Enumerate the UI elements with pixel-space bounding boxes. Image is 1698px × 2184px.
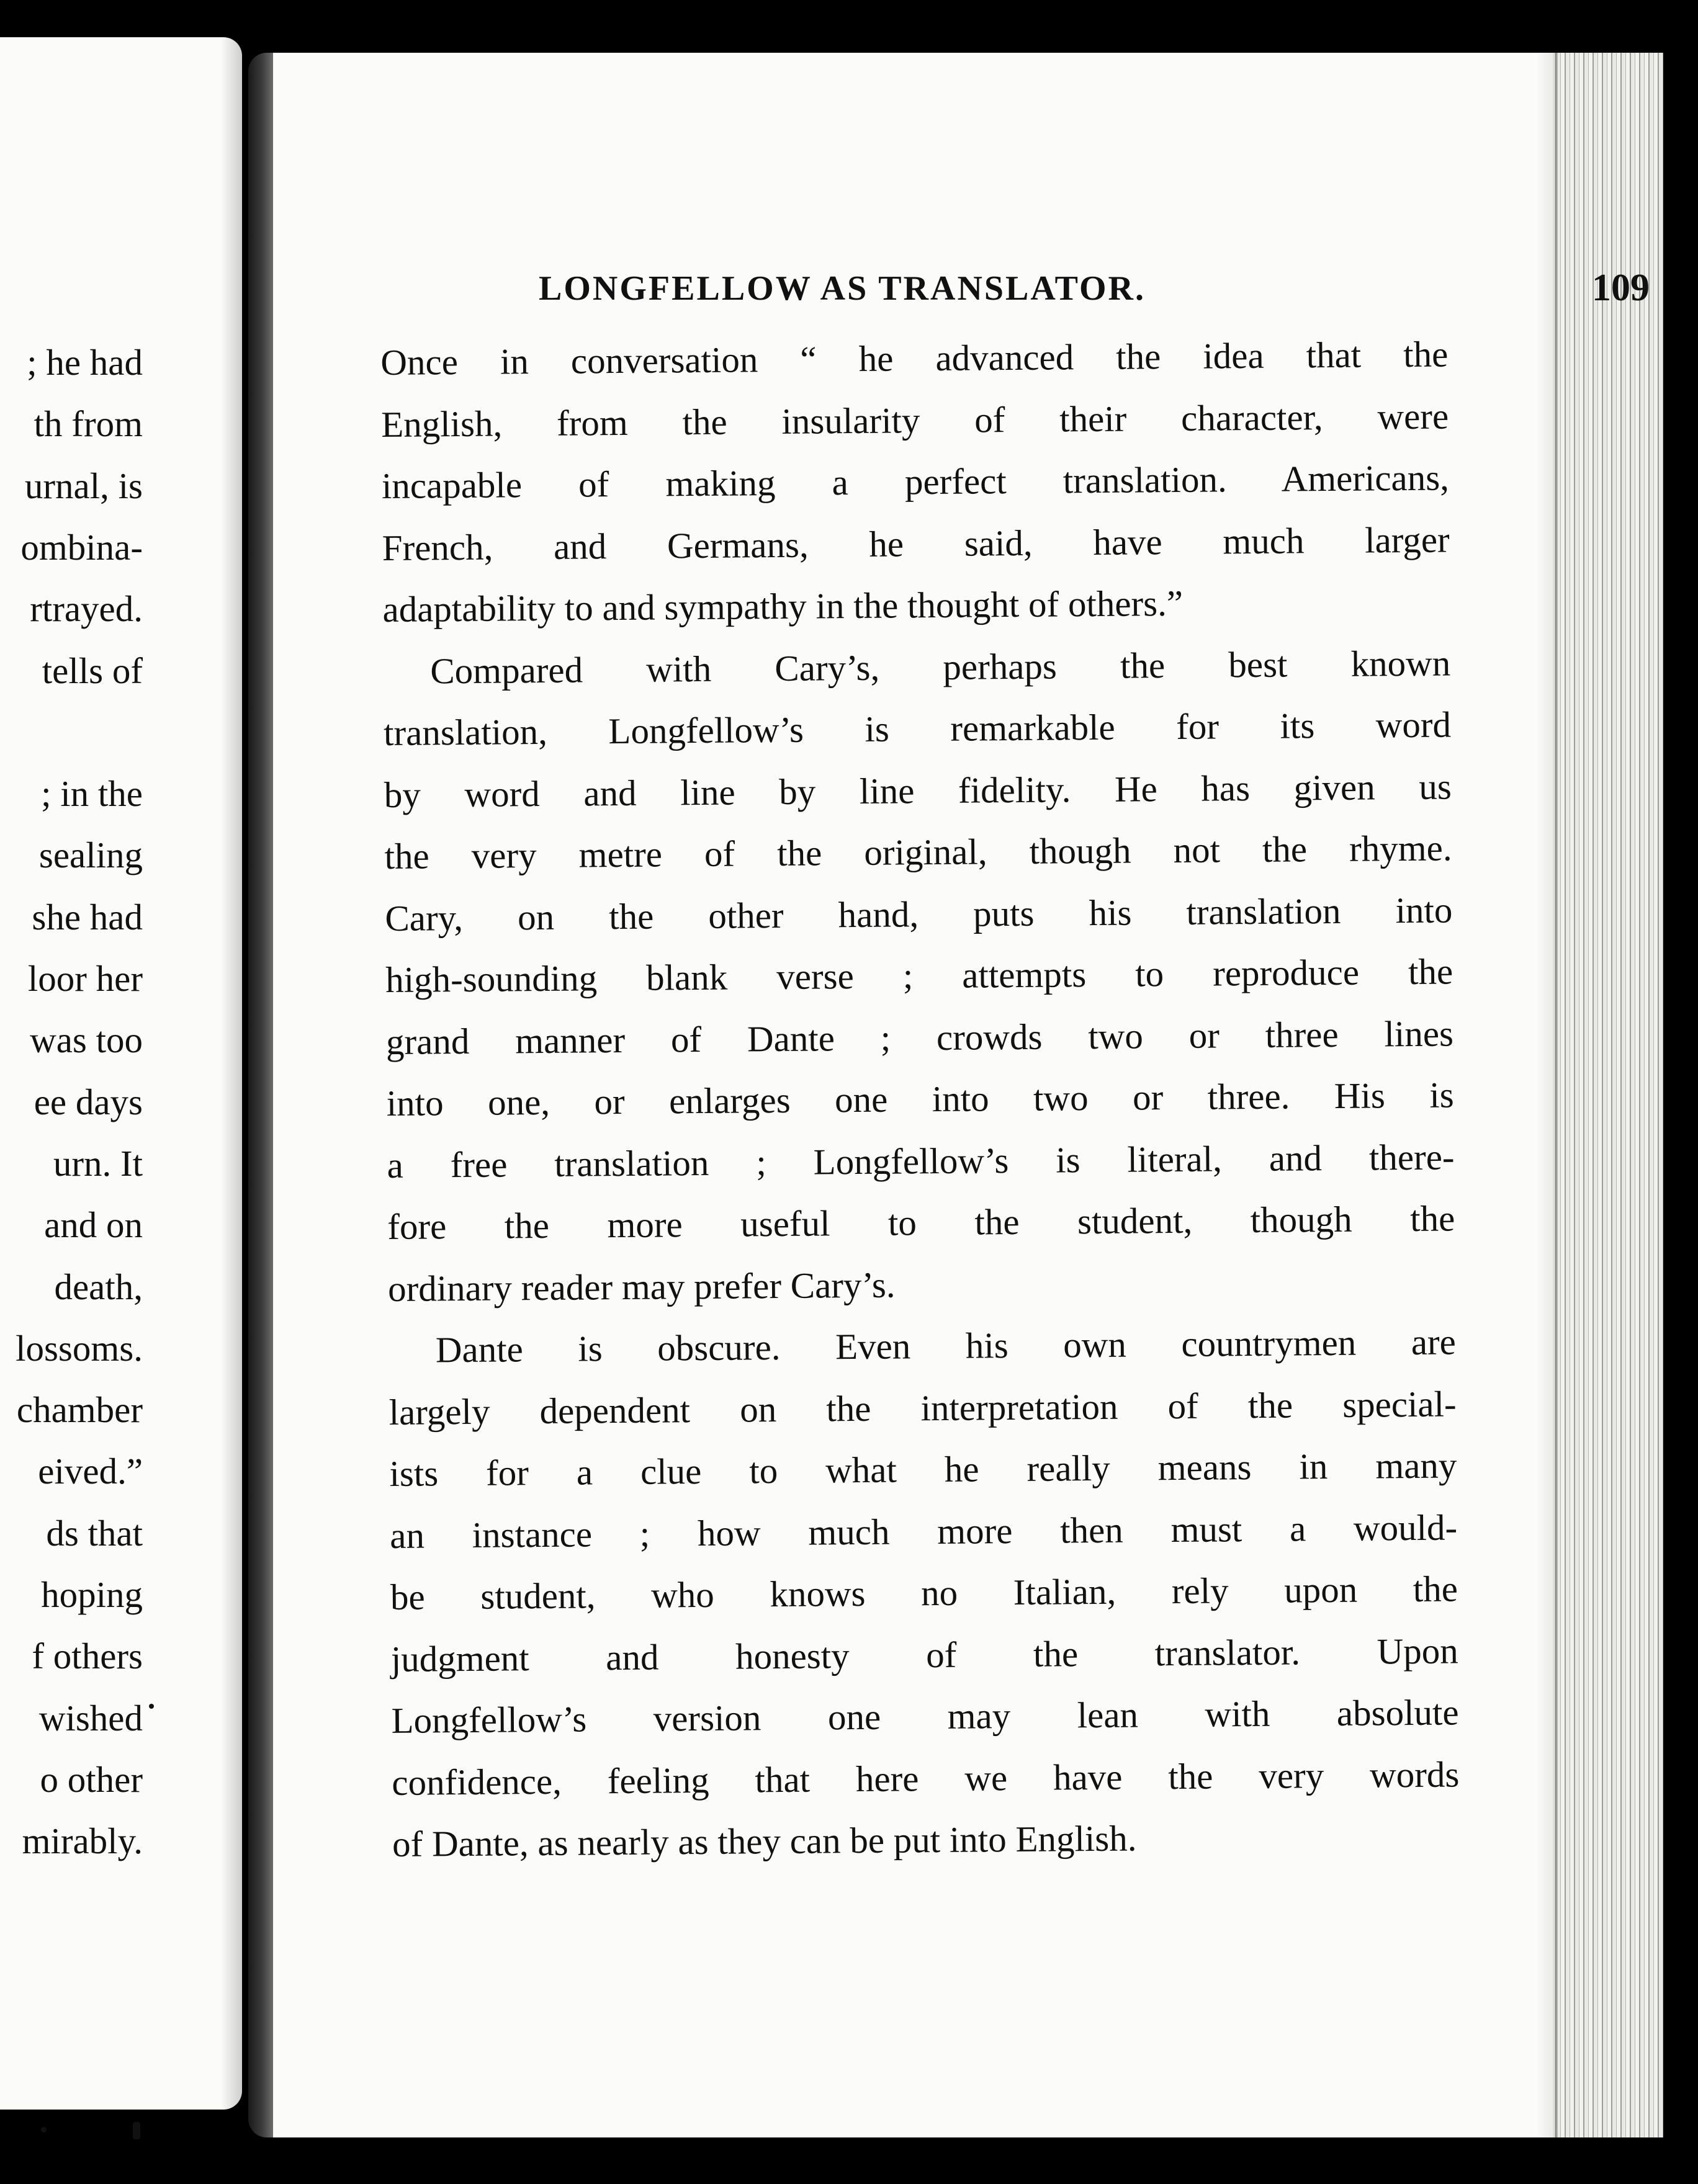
body-text [380,323,1460,1875]
left-page-line [42,650,143,691]
text-line: by word and line by line fidelity. He has given us [384,765,1452,815]
scan-speck [133,2122,140,2139]
text-line: Compared with Cary’s, perhaps the best known [430,642,1451,691]
left-page-line-text: loor her [27,958,143,999]
left-page-line [40,1758,143,1800]
left-page-line-text: ; in the [41,773,143,815]
left-page-line [38,1453,143,1490]
text-line: of Dante, as nearly as they can be put into English. [392,1817,1137,1864]
paragraph [383,632,1456,1320]
text-line: ordinary reader may prefer Cary’s. [387,1264,896,1309]
text-line: be student, who knows no Italian, rely upon the [390,1568,1458,1618]
left-page-line-text: eived.” [38,1451,143,1492]
left-page-line-text: she had [32,896,143,938]
left-page-line-text: ombina- [20,526,143,568]
paragraph [389,1311,1460,1875]
left-page-line [30,588,143,630]
text-line: adaptability to and sympathy in the thought of others.” [382,582,1184,630]
left-page-lines [0,37,242,2110]
text-line: ists for a clue to what he really means in many [389,1444,1457,1494]
text-line: largely dependent on the interpretation of the special- [389,1382,1457,1433]
left-page [0,37,242,2110]
left-page-line-text: mirably. [22,1820,143,1862]
scan-speck [149,1704,154,1709]
left-page-line-text: th from [34,403,143,445]
left-page-line-text: death, [54,1266,143,1307]
left-page-line-text: urnal, is [24,465,143,506]
text-line: translation, Longfellow’s is remarkable for its word [383,704,1452,753]
page-header [539,269,1650,318]
text-line: English, from the insularity of their character, were [380,395,1449,445]
text-line: judgment and honesty of the translator. Upon [390,1629,1459,1680]
text-line: the very metre of the original, though not the rhyme. [384,827,1452,877]
text-line: Dante is obscure. Even his own countrymen are [435,1321,1457,1371]
left-page-line [20,526,143,568]
left-page-line [39,837,143,874]
left-page-line [34,403,143,445]
left-page-line [30,1019,143,1061]
left-page-line-text: f others [32,1636,143,1677]
left-page-line-text: ; he had [27,342,143,383]
left-page-line-text: and on [44,1204,143,1246]
left-page-line [28,960,143,997]
left-page-line-text: was too [30,1019,143,1061]
left-page-line [41,773,143,815]
left-page-line [41,1574,143,1615]
text-line: Longfellow’s version one may lean with absolute [391,1691,1459,1741]
left-page-line [53,1142,143,1184]
left-page-line-text: chamber [16,1389,143,1431]
left-page-line [32,1638,143,1675]
scan-speck [41,2127,47,2133]
left-page-line-text: rtrayed. [30,588,143,630]
left-page-line [16,1389,143,1431]
left-page-line-text: ee days [34,1081,143,1122]
text-line: Once in conversation “ he advanced the idea that the [380,333,1449,383]
left-page-line-text: hoping [41,1574,143,1615]
left-page-line-text: tells of [42,650,143,691]
left-page-line [44,1204,143,1246]
left-page-line-text: lossoms. [16,1327,143,1369]
paragraph [380,323,1450,640]
text-line: high-sounding blank verse ; attempts to reproduce the [385,951,1453,1000]
left-page-line-text: wished [38,1697,143,1739]
text-line: fore the more useful to the student, though the [387,1197,1455,1247]
text-line: into one, or enlarges one into two or three. His is [386,1074,1454,1124]
left-page-line-text: o other [40,1758,143,1800]
left-page-line [16,1327,143,1369]
left-page-line [38,1697,143,1739]
left-page-line-text: sealing [38,835,143,876]
text-line: French, and Germans, he said, have much larger [382,518,1450,568]
left-page-line [54,1266,143,1307]
page-edges [1552,53,1663,2137]
text-line: Cary, on the other hand, puts his translation into [385,888,1453,939]
left-page-line [27,344,143,381]
text-line: confidence, feeling that here we have the very words [392,1753,1460,1803]
left-page-line [24,465,143,506]
text-line: an instance ; how much more then must a would- [389,1506,1458,1556]
page-number: 109 [1592,267,1650,309]
left-page-line-text: ds that [46,1512,143,1554]
text-line: a free translation ; Longfellow’s is literal, and there- [387,1135,1455,1186]
left-page-line [32,896,143,938]
right-page [273,53,1663,2137]
running-head: LONGFELLOW AS TRANSLATOR. [539,269,1146,308]
text-line: grand manner of Dante ; crowds two or three lines [385,1012,1454,1062]
text-line: incapable of making a perfect translation. Americans, [381,457,1450,506]
left-page-line [46,1512,143,1554]
left-page-line [34,1081,143,1122]
left-page-line [22,1820,143,1862]
left-page-line-text: urn. It [53,1142,143,1184]
